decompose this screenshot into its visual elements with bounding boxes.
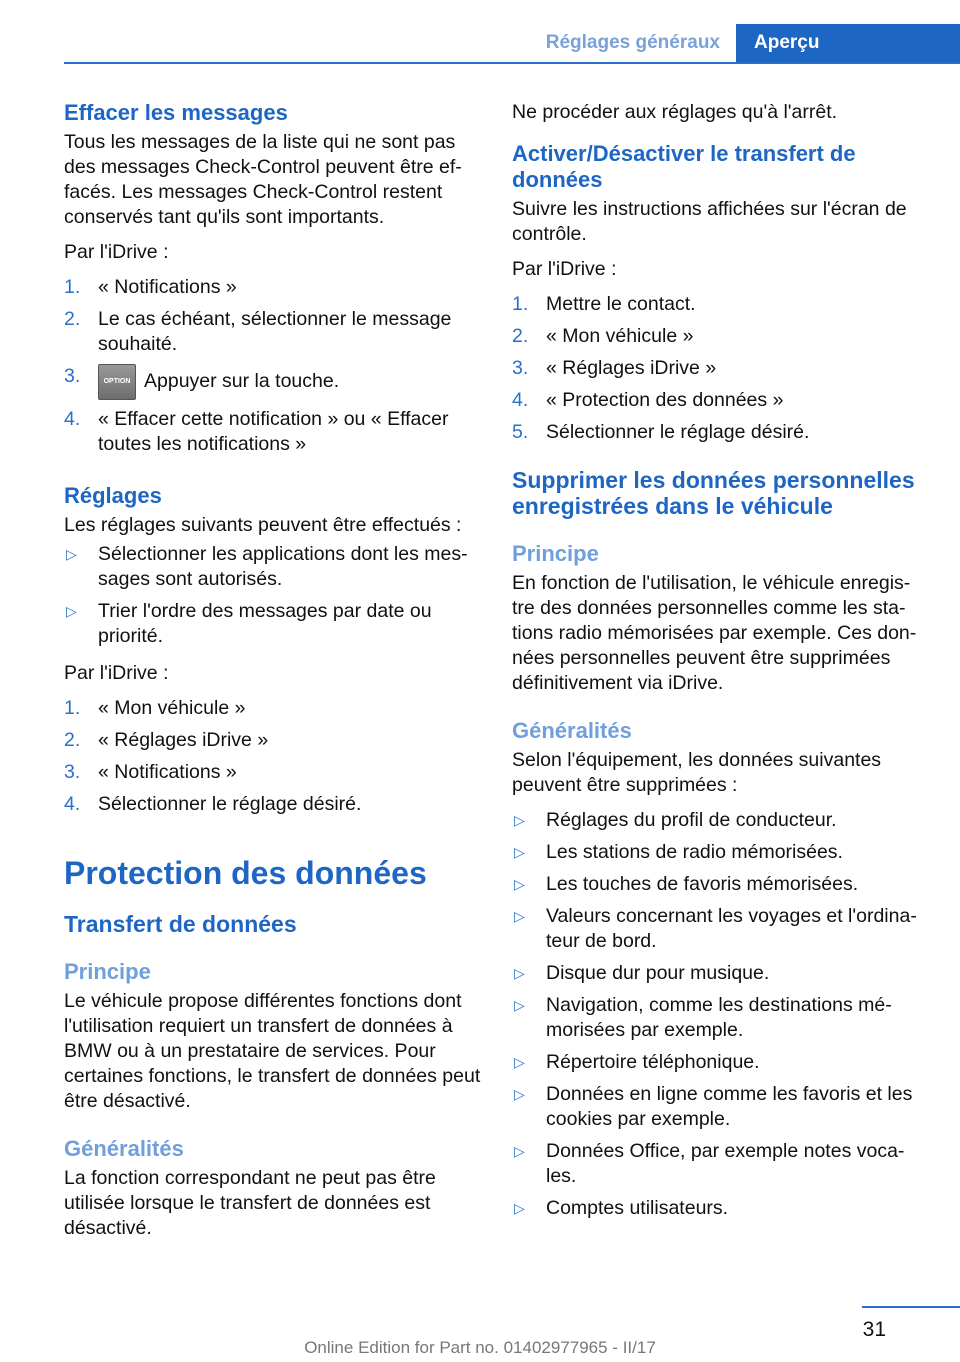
bullet-item xyxy=(512,961,926,986)
bullet-item xyxy=(512,1139,926,1189)
page-header xyxy=(64,24,960,64)
heading-principe: Principe xyxy=(64,959,151,984)
header-tab-apercu: Aperçu xyxy=(736,24,960,62)
right-column xyxy=(512,100,926,1233)
effacer-text: Tous les messages de la liste qui ne sont pas des messages Check-Control peuvent être ef‐ facés. Les messages Check-Control restent conservés tant qu'ils sont importants. xyxy=(64,131,462,228)
option-button-icon: OPTION xyxy=(98,364,136,400)
par-idrive-label: Par l'iDrive : xyxy=(64,241,169,263)
intro-text: Ne procéder aux réglages qu'à l'arrêt. xyxy=(512,101,838,123)
bullet-item xyxy=(512,808,926,833)
heading-generalites: Généralités xyxy=(64,1136,184,1161)
bullet-item xyxy=(512,840,926,865)
triangle-bullet-icon: ▷ xyxy=(514,876,525,892)
left-column xyxy=(64,100,482,1251)
numbered-step xyxy=(512,388,926,413)
step-number: 1. xyxy=(64,276,81,298)
steps-list-2 xyxy=(64,696,482,817)
step-number: 2. xyxy=(512,325,529,347)
numbered-step xyxy=(64,364,482,400)
item-text: « Mon véhicule » xyxy=(546,325,694,347)
header-section-title: Réglages généraux xyxy=(545,32,720,53)
triangle-bullet-icon: ▷ xyxy=(514,844,525,860)
item-text: Valeurs concernant les voyages et l'ordina‐ teur de bord. xyxy=(546,905,917,952)
step-number: 4. xyxy=(64,793,81,815)
numbered-step xyxy=(64,696,482,721)
par-idrive-label: Par l'iDrive : xyxy=(512,258,617,280)
steps-list-3 xyxy=(512,292,926,445)
page-number: 31 xyxy=(862,1318,886,1341)
step-number: 3. xyxy=(64,761,81,783)
item-text: Les touches de favoris mémorisées. xyxy=(546,873,859,895)
item-text: Navigation, comme les destinations mé‐ morisées par exemple. xyxy=(546,994,892,1041)
numbered-step xyxy=(64,307,482,357)
numbered-step xyxy=(512,356,926,381)
par-idrive-label: Par l'iDrive : xyxy=(64,662,169,684)
item-text: Sélectionner le réglage désiré. xyxy=(98,793,362,815)
item-text: « Notifications » xyxy=(98,761,237,783)
heading-transfert: Transfert de données xyxy=(64,911,297,937)
bullet-item xyxy=(512,904,926,954)
item-text: Le cas échéant, sélectionner le message souhaité. xyxy=(98,308,452,355)
triangle-bullet-icon: ▷ xyxy=(514,1143,525,1159)
principe-text: Le véhicule propose différentes fonctions dont l'utilisation requiert un transfert de données à BMW ou à un prestataire de services. Pour certaines fonctions, le transfert de données peut être désactivé. xyxy=(64,990,481,1112)
item-text: « Mon véhicule » xyxy=(98,697,246,719)
activer-text: Suivre les instructions affichées sur l'écran de contrôle. xyxy=(512,198,907,245)
numbered-step xyxy=(64,275,482,300)
numbered-step xyxy=(64,407,482,457)
reglages-text: Les réglages suivants peuvent être effectués : xyxy=(64,514,462,536)
numbered-step xyxy=(64,792,482,817)
item-text: Réglages du profil de conducteur. xyxy=(546,809,837,831)
triangle-bullet-icon: ▷ xyxy=(514,812,525,828)
numbered-step xyxy=(512,324,926,349)
step-number: 1. xyxy=(64,697,81,719)
heading-protection: Protection des données xyxy=(64,855,427,891)
item-text: Données Office, par exemple notes voca‐ les. xyxy=(546,1140,905,1187)
heading-effacer: Effacer les messages xyxy=(64,100,288,125)
numbered-step xyxy=(64,760,482,785)
footer-edition: Online Edition for Part no. 01402977965 - II/17 xyxy=(304,1338,656,1357)
step-number: 4. xyxy=(512,389,529,411)
triangle-bullet-icon: ▷ xyxy=(66,546,77,562)
step-number: 4. xyxy=(64,408,81,430)
step-number: 2. xyxy=(64,729,81,751)
triangle-bullet-icon: ▷ xyxy=(514,1200,525,1216)
generalites-text: Selon l'équipement, les données suivantes peuvent être supprimées : xyxy=(512,749,882,796)
bullet-item xyxy=(512,872,926,897)
heading-reglages: Réglages xyxy=(64,483,162,508)
step-number: 1. xyxy=(512,293,529,315)
footer-rule xyxy=(862,1306,960,1308)
bullet-list-1 xyxy=(64,542,482,649)
item-text: « Protection des données » xyxy=(546,389,784,411)
triangle-bullet-icon: ▷ xyxy=(66,603,77,619)
heading-generalites: Généralités xyxy=(512,718,632,743)
triangle-bullet-icon: ▷ xyxy=(514,1054,525,1070)
step-number: 5. xyxy=(512,421,529,443)
item-text: « Effacer cette notification » ou « Effacer toutes les notifications » xyxy=(98,408,449,455)
triangle-bullet-icon: ▷ xyxy=(514,1086,525,1102)
bullet-item xyxy=(512,1196,926,1221)
bullet-item xyxy=(64,542,482,592)
item-text: Trier l'ordre des messages par date ou priorité. xyxy=(98,600,432,647)
bullet-item xyxy=(64,599,482,649)
triangle-bullet-icon: ▷ xyxy=(514,908,525,924)
item-text: Mettre le contact. xyxy=(546,293,696,315)
bullet-item xyxy=(512,993,926,1043)
triangle-bullet-icon: ▷ xyxy=(514,965,525,981)
bullet-item xyxy=(512,1050,926,1075)
steps-list-1 xyxy=(64,275,482,457)
bullet-item xyxy=(512,1082,926,1132)
item-text: Appuyer sur la touche. xyxy=(144,370,340,393)
item-text: Disque dur pour musique. xyxy=(546,962,770,984)
numbered-step xyxy=(512,420,926,445)
step-number: 3. xyxy=(64,365,81,387)
item-text: Sélectionner le réglage désiré. xyxy=(546,421,810,443)
item-text: Les stations de radio mémorisées. xyxy=(546,841,843,863)
heading-supprimer: Supprimer les données personnelles enregistrées dans le véhicule xyxy=(512,467,915,519)
step-number: 2. xyxy=(64,308,81,330)
step-number: 3. xyxy=(512,357,529,379)
generalites-text: La fonction correspondant ne peut pas être utilisée lorsque le transfert de données est désactivé. xyxy=(64,1167,436,1239)
item-text: « Réglages iDrive » xyxy=(98,729,269,751)
item-text: Comptes utilisateurs. xyxy=(546,1197,729,1219)
item-text: « Réglages iDrive » xyxy=(546,357,717,379)
item-text: Données en ligne comme les favoris et les cookies par exemple. xyxy=(546,1083,913,1130)
item-text: « Notifications » xyxy=(98,276,237,298)
heading-principe: Principe xyxy=(512,541,599,566)
principe-text: En fonction de l'utilisation, le véhicule enregis‐ tre des données personnelles comme les sta‐ tions radio mémorisées par exemple. Ces don‐ nées personnelles peuvent être supprimées définitivement via iDrive. xyxy=(512,572,917,694)
heading-activer: Activer/Désactiver le transfert de données xyxy=(512,141,856,192)
numbered-step xyxy=(64,728,482,753)
item-text: Sélectionner les applications dont les mes‐ sages sont autorisés. xyxy=(98,543,468,590)
bullet-list-2 xyxy=(512,808,926,1221)
item-text: Répertoire téléphonique. xyxy=(546,1051,760,1073)
numbered-step xyxy=(512,292,926,317)
triangle-bullet-icon: ▷ xyxy=(514,997,525,1013)
